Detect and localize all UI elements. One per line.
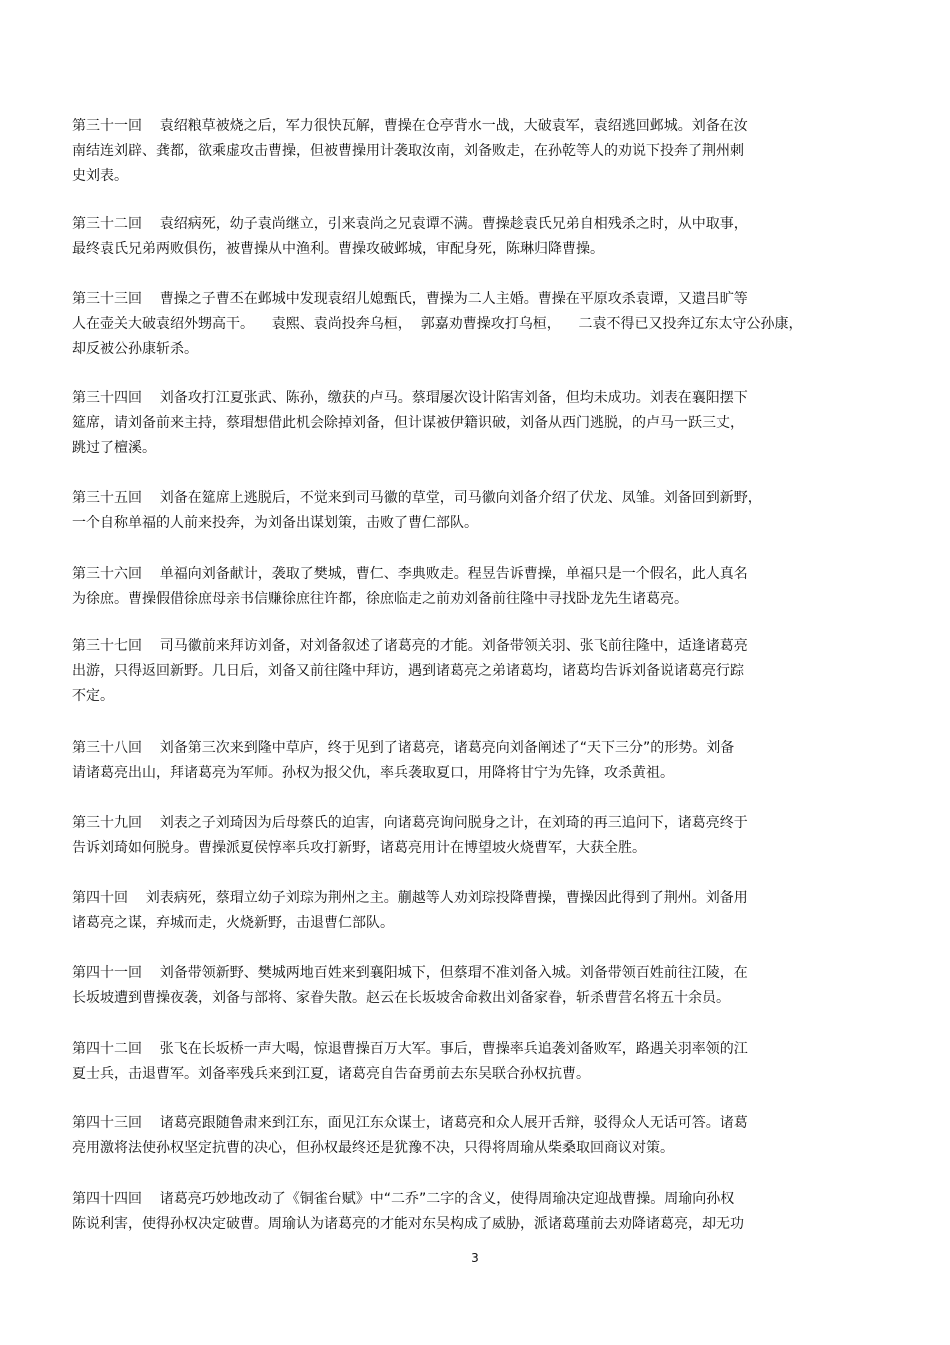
text-line: 第三十二回 袁绍病死，幼子袁尚继立，引来袁尚之兄袁谭不满。曹操趁袁氏兄弟自相残杀之时，从中取事， <box>72 216 748 232</box>
page-number: 3 <box>471 1251 479 1265</box>
chapter-summary-paragraph <box>72 811 852 861</box>
text-line: 第三十三回 曹操之子曹丕在邺城中发现袁绍儿媳甄氏，曹操为二人主婚。曹操在平原攻杀袁谭，又遣吕旷等 <box>72 291 748 307</box>
chapter-summary-paragraph <box>72 1111 852 1161</box>
chapter-summary-paragraph <box>72 212 852 262</box>
text-line: 告诉刘琦如何脱身。曹操派夏侯惇率兵攻打新野，诸葛亮用计在博望坡火烧曹军，大获全胜。 <box>72 840 646 856</box>
chapter-summary-paragraph <box>72 386 852 461</box>
text-line: 第三十一回 袁绍粮草被烧之后，军力很快瓦解，曹操在仓亭背水一战，大破袁军，袁绍逃回邺城。刘备在汝 <box>72 118 748 134</box>
text-line: 第三十四回 刘备攻打江夏张武、陈孙，缴获的卢马。蔡瑁屡次设计陷害刘备，但均未成功。刘表在襄阳摆下 <box>72 390 748 406</box>
text-line: 史刘表。 <box>72 168 128 184</box>
chapter-summary-paragraph <box>72 486 852 536</box>
text-line: 出游，只得返回新野。几日后，刘备又前往隆中拜访，遇到诸葛亮之弟诸葛均，诸葛均告诉刘备说诸葛亮行踪 <box>72 663 744 679</box>
text-line: 筵席，请刘备前来主持，蔡瑁想借此机会除掉刘备，但计谋被伊籍识破，刘备从西门逃脱，的卢马一跃三丈， <box>72 415 744 431</box>
text-line: 第三十七回 司马徽前来拜访刘备，对刘备叙述了诸葛亮的才能。刘备带领关羽、张飞前往隆中，适逢诸葛亮 <box>72 638 748 654</box>
text-line: 跳过了檀溪。 <box>72 440 156 456</box>
text-line: 为徐庶。曹操假借徐庶母亲书信赚徐庶往许都，徐庶临走之前劝刘备前往隆中寻找卧龙先生诸葛亮。 <box>72 591 688 607</box>
chapter-summary-paragraph <box>72 961 852 1011</box>
text-line: 第三十五回 刘备在筵席上逃脱后，不觉来到司马徽的草堂，司马徽向刘备介绍了伏龙、凤雏。刘备回到新野， <box>72 490 762 506</box>
text-line: 最终袁氏兄弟两败俱伤，被曹操从中渔利。曹操攻破邺城，审配身死，陈琳归降曹操。 <box>72 241 604 257</box>
text-line: 不定。 <box>72 688 114 704</box>
text-line: 长坂坡遭到曹操夜袭，刘备与部将、家眷失散。赵云在长坂坡舍命救出刘备家眷，斩杀曹营名将五十余员。 <box>72 990 730 1006</box>
text-line: 亮用激将法使孙权坚定抗曹的决心，但孙权最终还是犹豫不决，只得将周瑜从柴桑取回商议对策。 <box>72 1140 674 1156</box>
text-line: 请诸葛亮出山，拜诸葛亮为军师。孙权为报父仇，率兵袭取夏口，用降将甘宁为先锋，攻杀黄祖。 <box>72 765 674 781</box>
chapter-summary-paragraph <box>72 634 852 709</box>
text-line: 第四十四回 诸葛亮巧妙地改动了《铜雀台赋》中“二乔”二字的含义，使得周瑜决定迎战曹操。周瑜向孙权 <box>72 1191 735 1207</box>
text-line: 第四十二回 张飞在长坂桥一声大喝，惊退曹操百万大军。事后，曹操率兵追袭刘备败军，路遇关羽率领的江 <box>72 1041 748 1057</box>
chapter-summary-paragraph <box>72 562 852 612</box>
text-line: 第三十六回 单福向刘备献计，袭取了樊城，曹仁、李典败走。程昱告诉曹操，单福只是一个假名，此人真名 <box>72 566 748 582</box>
text-line: 第三十八回 刘备第三次来到隆中草庐，终于见到了诸葛亮，诸葛亮向刘备阐述了“天下三分”的形势。刘备 <box>72 740 735 756</box>
chapter-summary-paragraph <box>72 886 852 936</box>
text-line: 第四十三回 诸葛亮跟随鲁肃来到江东，面见江东众谋士，诸葛亮和众人展开舌辩，驳得众人无话可答。诸葛 <box>72 1115 748 1131</box>
text-line: 陈说利害，使得孙权决定破曹。周瑜认为诸葛亮的才能对东吴构成了威胁，派诸葛瑾前去劝降诸葛亮，却无功 <box>72 1216 744 1232</box>
chapter-summary-paragraph <box>72 114 852 189</box>
text-line: 诸葛亮之谋，弃城而走，火烧新野，击退曹仁部队。 <box>72 915 394 931</box>
text-line: 一个自称单福的人前来投奔，为刘备出谋划策，击败了曹仁部队。 <box>72 515 478 531</box>
chapter-summary-paragraph <box>72 736 852 786</box>
text-line: 人在壶关大破袁绍外甥高干。 袁熙、袁尚投奔乌桓， 郭嘉劝曹操攻打乌桓， 二袁不得已又投奔辽东太守公孙康， <box>72 316 803 332</box>
text-line: 第四十回 刘表病死，蔡瑁立幼子刘琮为荆州之主。蒯越等人劝刘琮投降曹操，曹操因此得到了荆州。刘备用 <box>72 890 748 906</box>
chapter-summary-paragraph <box>72 1187 852 1237</box>
text-line: 却反被公孙康斩杀。 <box>72 341 198 357</box>
chapter-summary-paragraph <box>72 1037 852 1087</box>
text-line: 南结连刘辟、龚都，欲乘虚攻击曹操，但被曹操用计袭取汝南，刘备败走，在孙乾等人的劝说下投奔了荆州刺 <box>72 143 744 159</box>
chapter-summary-paragraph <box>72 287 852 362</box>
text-line: 第四十一回 刘备带领新野、樊城两地百姓来到襄阳城下，但蔡瑁不准刘备入城。刘备带领百姓前往江陵，在 <box>72 965 748 981</box>
text-line: 夏士兵，击退曹军。刘备率残兵来到江夏，诸葛亮自告奋勇前去东吴联合孙权抗曹。 <box>72 1066 590 1082</box>
text-line: 第三十九回 刘表之子刘琦因为后母蔡氏的迫害，向诸葛亮询问脱身之计，在刘琦的再三追问下，诸葛亮终于 <box>72 815 748 831</box>
